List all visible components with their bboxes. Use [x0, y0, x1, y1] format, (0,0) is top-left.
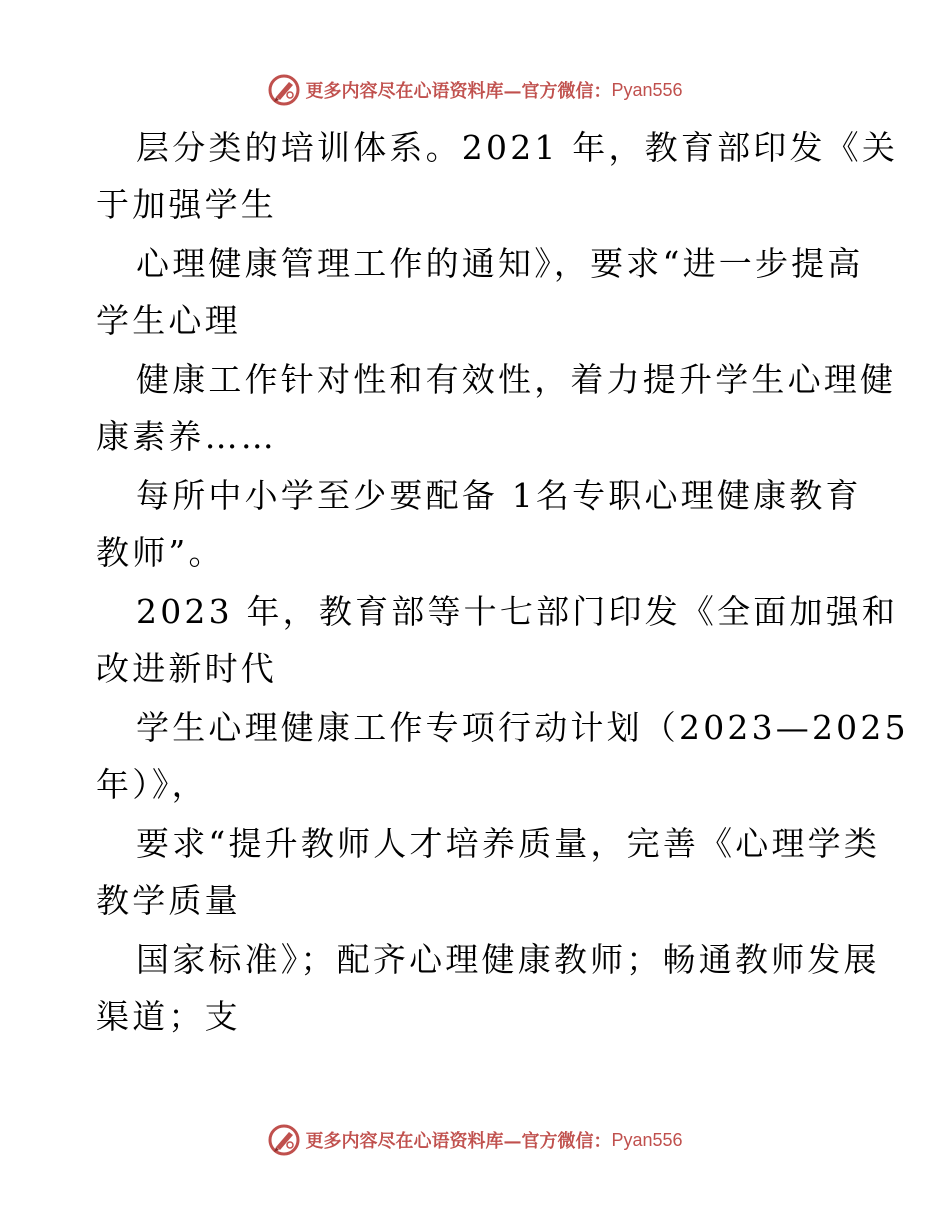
footer-wechat-id: Pyan556 — [611, 1129, 683, 1150]
text-line: 于加强学生 — [96, 185, 277, 224]
header-banner-text: 更多内容尽在心语资料库—官方微信： — [305, 81, 612, 102]
text-line: 心理健康管理工作的通知》，要求“进一步提高 — [136, 244, 864, 283]
text-line: 渠道；支 — [96, 997, 241, 1036]
text-line: 改进新时代 — [96, 649, 277, 688]
footer-banner — [0, 1120, 950, 1160]
text-line: 年）》， — [96, 765, 208, 804]
pen-logo-icon — [267, 73, 301, 107]
text-line: 健康工作针对性和有效性，着力提升学生心理健 — [136, 360, 897, 399]
text-line: 国家标准》；配齐心理健康教师；畅通教师发展 — [136, 940, 880, 979]
text-line: 教师”。 — [96, 533, 225, 572]
text-line: 每所中小学至少要配备 1名专职心理健康教育 — [136, 476, 862, 515]
footer-banner-text: 更多内容尽在心语资料库—官方微信： — [305, 1131, 612, 1152]
text-line: 学生心理健康工作专项行动计划（2023—2025 — [136, 708, 909, 747]
text-line: 教学质量 — [96, 881, 241, 920]
text-line: 要求“提升教师人才培养质量，完善《心理学类 — [136, 824, 881, 863]
pen-logo-icon — [267, 1123, 301, 1157]
header-wechat-id: Pyan556 — [611, 79, 683, 100]
text-line: 康素养…… — [96, 417, 277, 456]
text-line: 2023 年，教育部等十七部门印发《全面加强和 — [136, 592, 899, 631]
header-banner — [0, 70, 950, 110]
text-line: 学生心理 — [96, 301, 241, 340]
text-line: 层分类的培训体系。2021 年，教育部印发《关 — [136, 128, 899, 167]
